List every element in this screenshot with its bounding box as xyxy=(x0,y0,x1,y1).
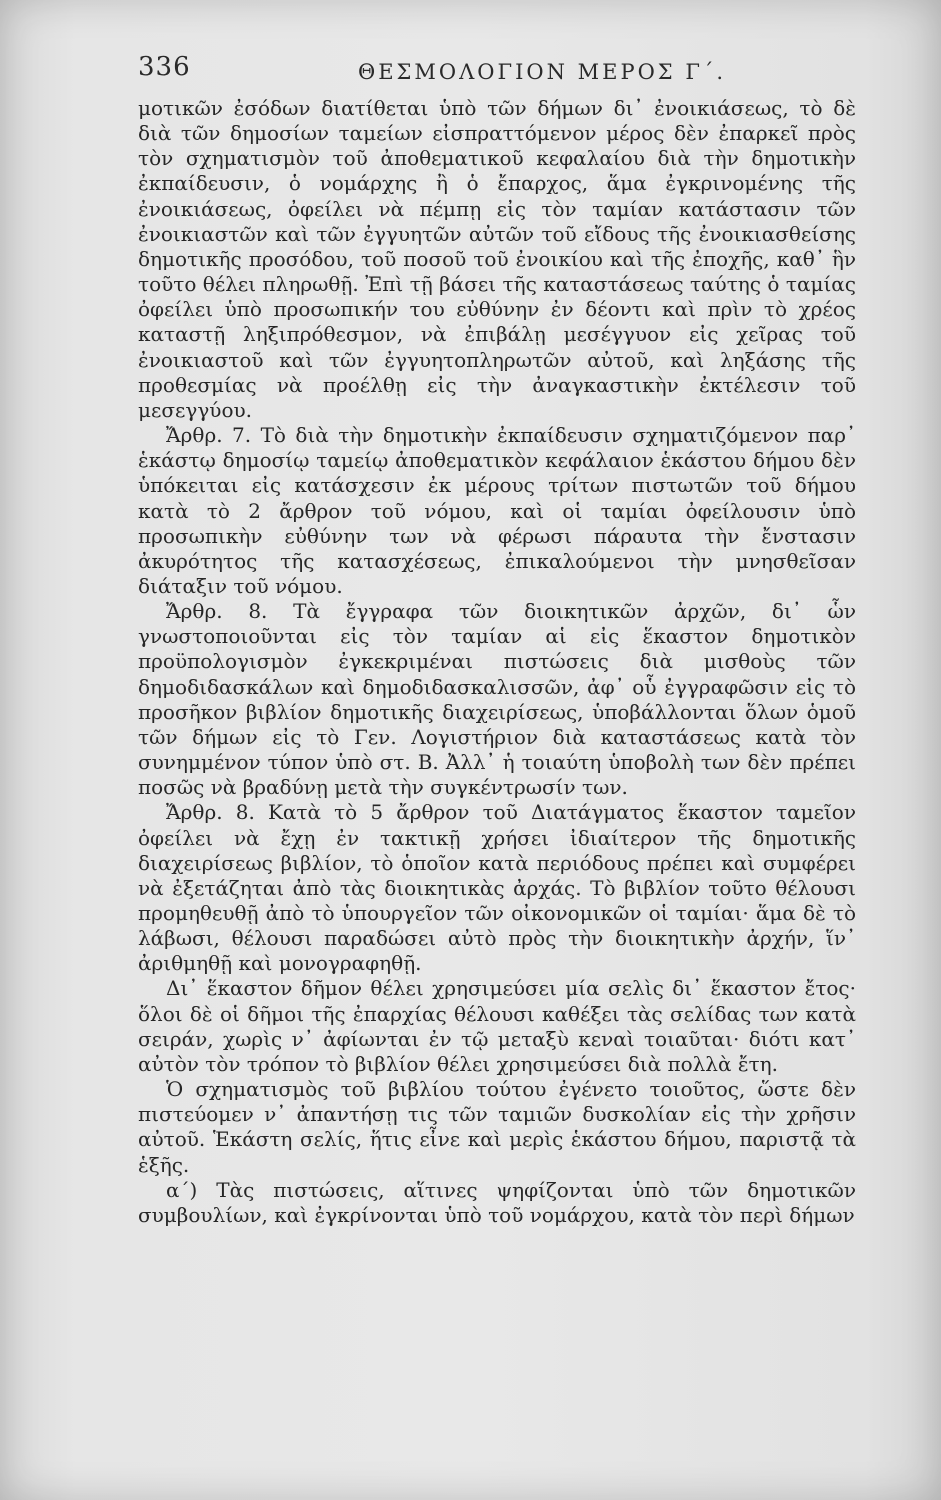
page-number: 336 xyxy=(138,52,191,82)
page-header xyxy=(138,52,858,86)
paragraph-pages-per-municipality: Δι᾽ ἕκαστον δῆμον θέλει χρησιμεύσει μία σελὶς δι᾽ ἕκαστον ἔτος· ὅλοι δὲ οἱ δῆμοι τῆς ἐπαρχίας θέλουσι καθέξει τὰς σελίδας των κατὰ σειράν, χωρὶς ν᾽ ἀφίωνται ἐν τῷ μεταξὺ κεναὶ τοιαῦται· διότι κατ᾽ αὐτὸν τὸν τρόπον τὸ βιβλίον θέλει χρησιμεύσει διὰ πολλὰ ἔτη. xyxy=(138,976,856,1076)
text-body xyxy=(138,96,856,1228)
paragraph-article-8-documents: Ἄρθρ. 8. Τὰ ἔγγραφα τῶν διοικητικῶν ἀρχῶν, δι᾽ ὧν γνωστοποιοῦνται εἰς τὸν ταμίαν αἱ εἰς ἕκαστον δημοτικὸν προϋπολογισμὸν ἐγκεκριμέναι πιστώσεις διὰ μισθοὺς τῶν δημοδιδασκάλων καὶ δημοδιδασκαλισσῶν, ἀφ᾽ οὗ ἐγγραφῶσιν εἰς τὸ προσῆκον βιβλίον δημοτικῆς διαχειρίσεως, ὑποβάλλονται ὅλων ὁμοῦ τῶν δήμων εἰς τὸ Γεν. Λογιστήριον διὰ καταστάσεως κατὰ τὸν συνημμένον τύπον ὑπὸ στ. Β. Ἀλλ᾽ ἡ τοιαύτη ὑποβολὴ των δὲν πρέπει ποσῶς νὰ βραδύνῃ μετὰ τὴν συγκέντρωσίν των. xyxy=(138,599,856,800)
paragraph-article-7: Ἄρθρ. 7. Τὸ διὰ τὴν δημοτικὴν ἐκπαίδευσιν σχηματιζόμενον παρ᾽ ἑκάστῳ δημοσίῳ ταμείῳ ἀποθεματικὸν κεφάλαιον ἑκάστου δήμου δὲν ὑπόκειται εἰς κατάσχεσιν ἐκ μέρους τρίτων πιστωτῶν τοῦ δήμου κατὰ τὸ 2 ἄρθρον τοῦ νόμου, καὶ οἱ ταμίαι ὀφείλουσιν ὑπὸ προσωπικὴν εὐθύνην των νὰ φέρωσι πάραυτα τὴν ἔνστασιν ἀκυρότητος τῆς κατασχέσεως, ἐπικαλούμενοι τὴν μνησθεῖσαν διάταξιν τοῦ νόμου. xyxy=(138,423,856,598)
running-title: ΘΕΣΜΟΛΟΓΙΟΝ ΜΕΡΟΣ Γ΄. xyxy=(358,60,727,84)
paragraph-item-a: α΄) Τὰς πιστώσεις, αἵτινες ψηφίζονται ὑπὸ τῶν δημοτικῶν συμβουλίων, καὶ ἐγκρίνονται ὑπὸ τοῦ νομάρχου, κατὰ τὸν περὶ δήμων xyxy=(138,1177,856,1227)
paragraph-book-format: Ὁ σχηματισμὸς τοῦ βιβλίου τούτου ἐγένετο τοιοῦτος, ὥστε δὲν πιστεύομεν ν᾽ ἀπαντήσῃ τις τῶν ταμιῶν δυσκολίαν εἰς τὴν χρῆσιν αὐτοῦ. Ἑκάστη σελίς, ἥτις εἶνε καὶ μερὶς ἑκάστου δήμου, παριστᾷ τὰ ἑξῆς. xyxy=(138,1077,856,1177)
paragraph-continuation: μοτικῶν ἐσόδων διατίθεται ὑπὸ τῶν δήμων δι᾽ ἐνοικιάσεως, τὸ δὲ διὰ τῶν δημοσίων ταμείων εἰσπραττόμενον μέρος δὲν ἐπαρκεῖ πρὸς τὸν σχηματισμὸν τοῦ ἀποθεματικοῦ κεφαλαίου διὰ τὴν δημοτικὴν ἐκπαίδευσιν, ὁ νομάρχης ἢ ὁ ἔπαρχος, ἅμα ἐγκρινομένης τῆς ἐνοικιάσεως, ὀφείλει νὰ πέμπῃ εἰς τὸν ταμίαν κατάστασιν τῶν ἐνοικιαστῶν καὶ τῶν ἐγγυητῶν αὐτῶν τοῦ εἴδους τῆς ἐνοικιασθείσης δημοτικῆς προσόδου, τοῦ ποσοῦ τοῦ ἐνοικίου καὶ τῆς ἐποχῆς, καθ᾽ ἣν τοῦτο θέλει πληρωθῇ. Ἐπὶ τῇ βάσει τῆς καταστάσεως ταύτης ὁ ταμίας ὀφείλει ὑπὸ προσωπικήν του εὐθύνην ἐν δέοντι καὶ πρὶν τὸ χρέος καταστῇ ληξιπρόθεσμον, νὰ ἐπιβάλῃ μεσέγγυον εἰς χεῖρας τοῦ ἐνοικιαστοῦ καὶ τῶν ἐγγυητοπληρωτῶν αὐτοῦ, καὶ ληξάσης τῆς προθεσμίας νὰ προέλθῃ εἰς τὴν ἀναγκαστικὴν ἐκτέλεσιν τοῦ μεσεγγύου. xyxy=(138,96,856,422)
paragraph-article-8-ledger: Ἄρθρ. 8. Κατὰ τὸ 5 ἄρθρον τοῦ Διατάγματος ἕκαστον ταμεῖον ὀφείλει νὰ ἔχῃ ἐν τακτικῇ χρήσει ἰδιαίτερον τῆς δημοτικῆς διαχειρίσεως βιβλίον, τὸ ὁποῖον κατὰ περιόδους πρέπει καὶ συμφέρει νὰ ἐξετάζηται ἀπὸ τὰς διοικητικὰς ἀρχάς. Τὸ βιβλίον τοῦτο θέλουσι προμηθευθῇ ἀπὸ τὸ ὑπουργεῖον τῶν οἰκονομικῶν οἱ ταμίαι· ἅμα δὲ τὸ λάβωσι, θέλουσι παραδώσει αὐτὸ πρὸς τὴν διοικητικὴν ἀρχήν, ἵν᾽ ἀριθμηθῇ καὶ μονογραφηθῇ. xyxy=(138,800,856,976)
